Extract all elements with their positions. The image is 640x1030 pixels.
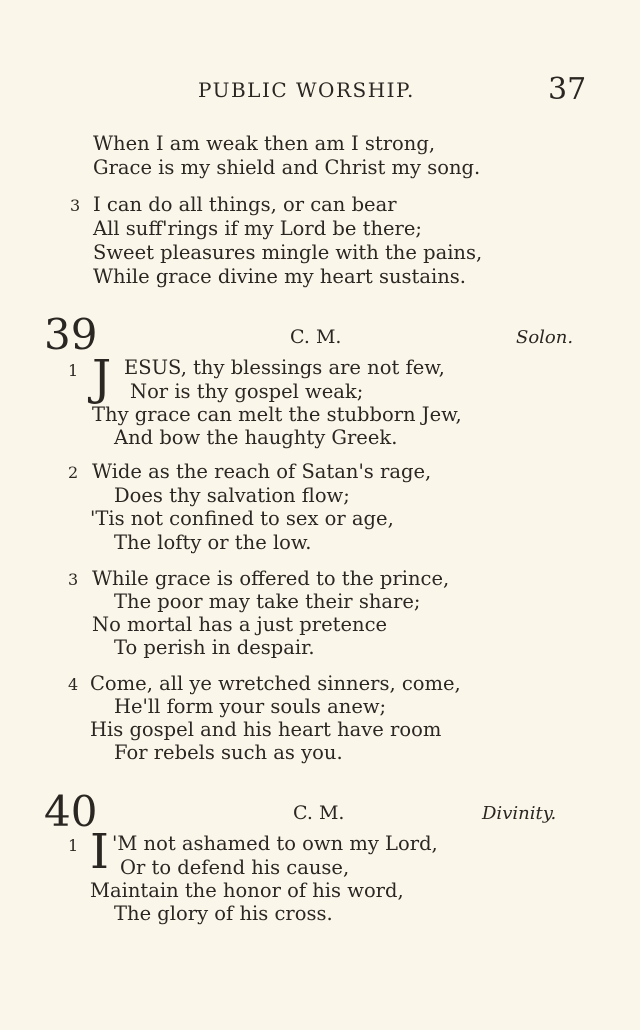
hymn-number: 39 — [44, 310, 98, 359]
stanza-number: 3 — [68, 570, 79, 589]
verse-line: Wide as the reach of Satan's rage, — [92, 460, 432, 483]
verse-line: Does thy salvation flow; — [114, 484, 350, 507]
verse-line: Sweet pleasures mingle with the pains, — [93, 241, 483, 264]
verse-line: And bow the haughty Greek. — [114, 426, 398, 449]
stanza-number: 3 — [70, 196, 81, 215]
verse-line: His gospel and his heart have room — [90, 718, 442, 741]
tune-name: Divinity. — [482, 803, 557, 824]
verse-line: Or to defend his cause, — [120, 856, 350, 879]
verse-line: 'Tis not confined to sex or age, — [90, 507, 394, 530]
verse-line: When I am weak then am I strong, — [93, 132, 436, 155]
running-head — [0, 72, 640, 108]
verse-line: No mortal has a just pretence — [92, 613, 388, 636]
running-title: PUBLIC WORSHIP. — [198, 78, 415, 102]
verse-line: Grace is my shield and Christ my song. — [93, 156, 481, 179]
verse-line: For rebels such as you. — [114, 741, 343, 764]
stanza-number: 1 — [68, 361, 79, 380]
hymn-meter: C. M. — [290, 326, 342, 348]
verse-line: Come, all ye wretched sinners, come, — [90, 672, 461, 695]
drop-cap: I — [90, 824, 109, 880]
verse-line: 'M not ashamed to own my Lord, — [112, 832, 438, 855]
verse-line: To perish in despair. — [114, 636, 315, 659]
hymn-meter: C. M. — [293, 802, 345, 824]
verse-line: Thy grace can melt the stubborn Jew, — [92, 403, 462, 426]
drop-cap: J — [92, 350, 112, 406]
verse-line: Maintain the honor of his word, — [90, 879, 404, 902]
verse-line: I can do all things, or can bear — [93, 193, 397, 216]
verse-line: The glory of his cross. — [114, 902, 333, 925]
page-number: 37 — [548, 72, 587, 107]
tune-name: Solon. — [516, 327, 574, 348]
verse-line: The poor may take their share; — [114, 590, 421, 613]
stanza-number: 1 — [68, 836, 79, 855]
verse-line: While grace is offered to the prince, — [92, 567, 450, 590]
stanza-number: 2 — [68, 463, 79, 482]
hymn-number: 40 — [44, 787, 98, 836]
stanza-number: 4 — [68, 675, 79, 694]
verse-line: Nor is thy gospel weak; — [130, 380, 364, 403]
verse-line: He'll form your souls anew; — [114, 695, 387, 718]
verse-line: All suff'rings if my Lord be there; — [93, 217, 422, 240]
verse-line: While grace divine my heart sustains. — [93, 265, 466, 288]
verse-line: ESUS, thy blessings are not few, — [124, 356, 445, 379]
verse-line: The lofty or the low. — [114, 531, 312, 554]
